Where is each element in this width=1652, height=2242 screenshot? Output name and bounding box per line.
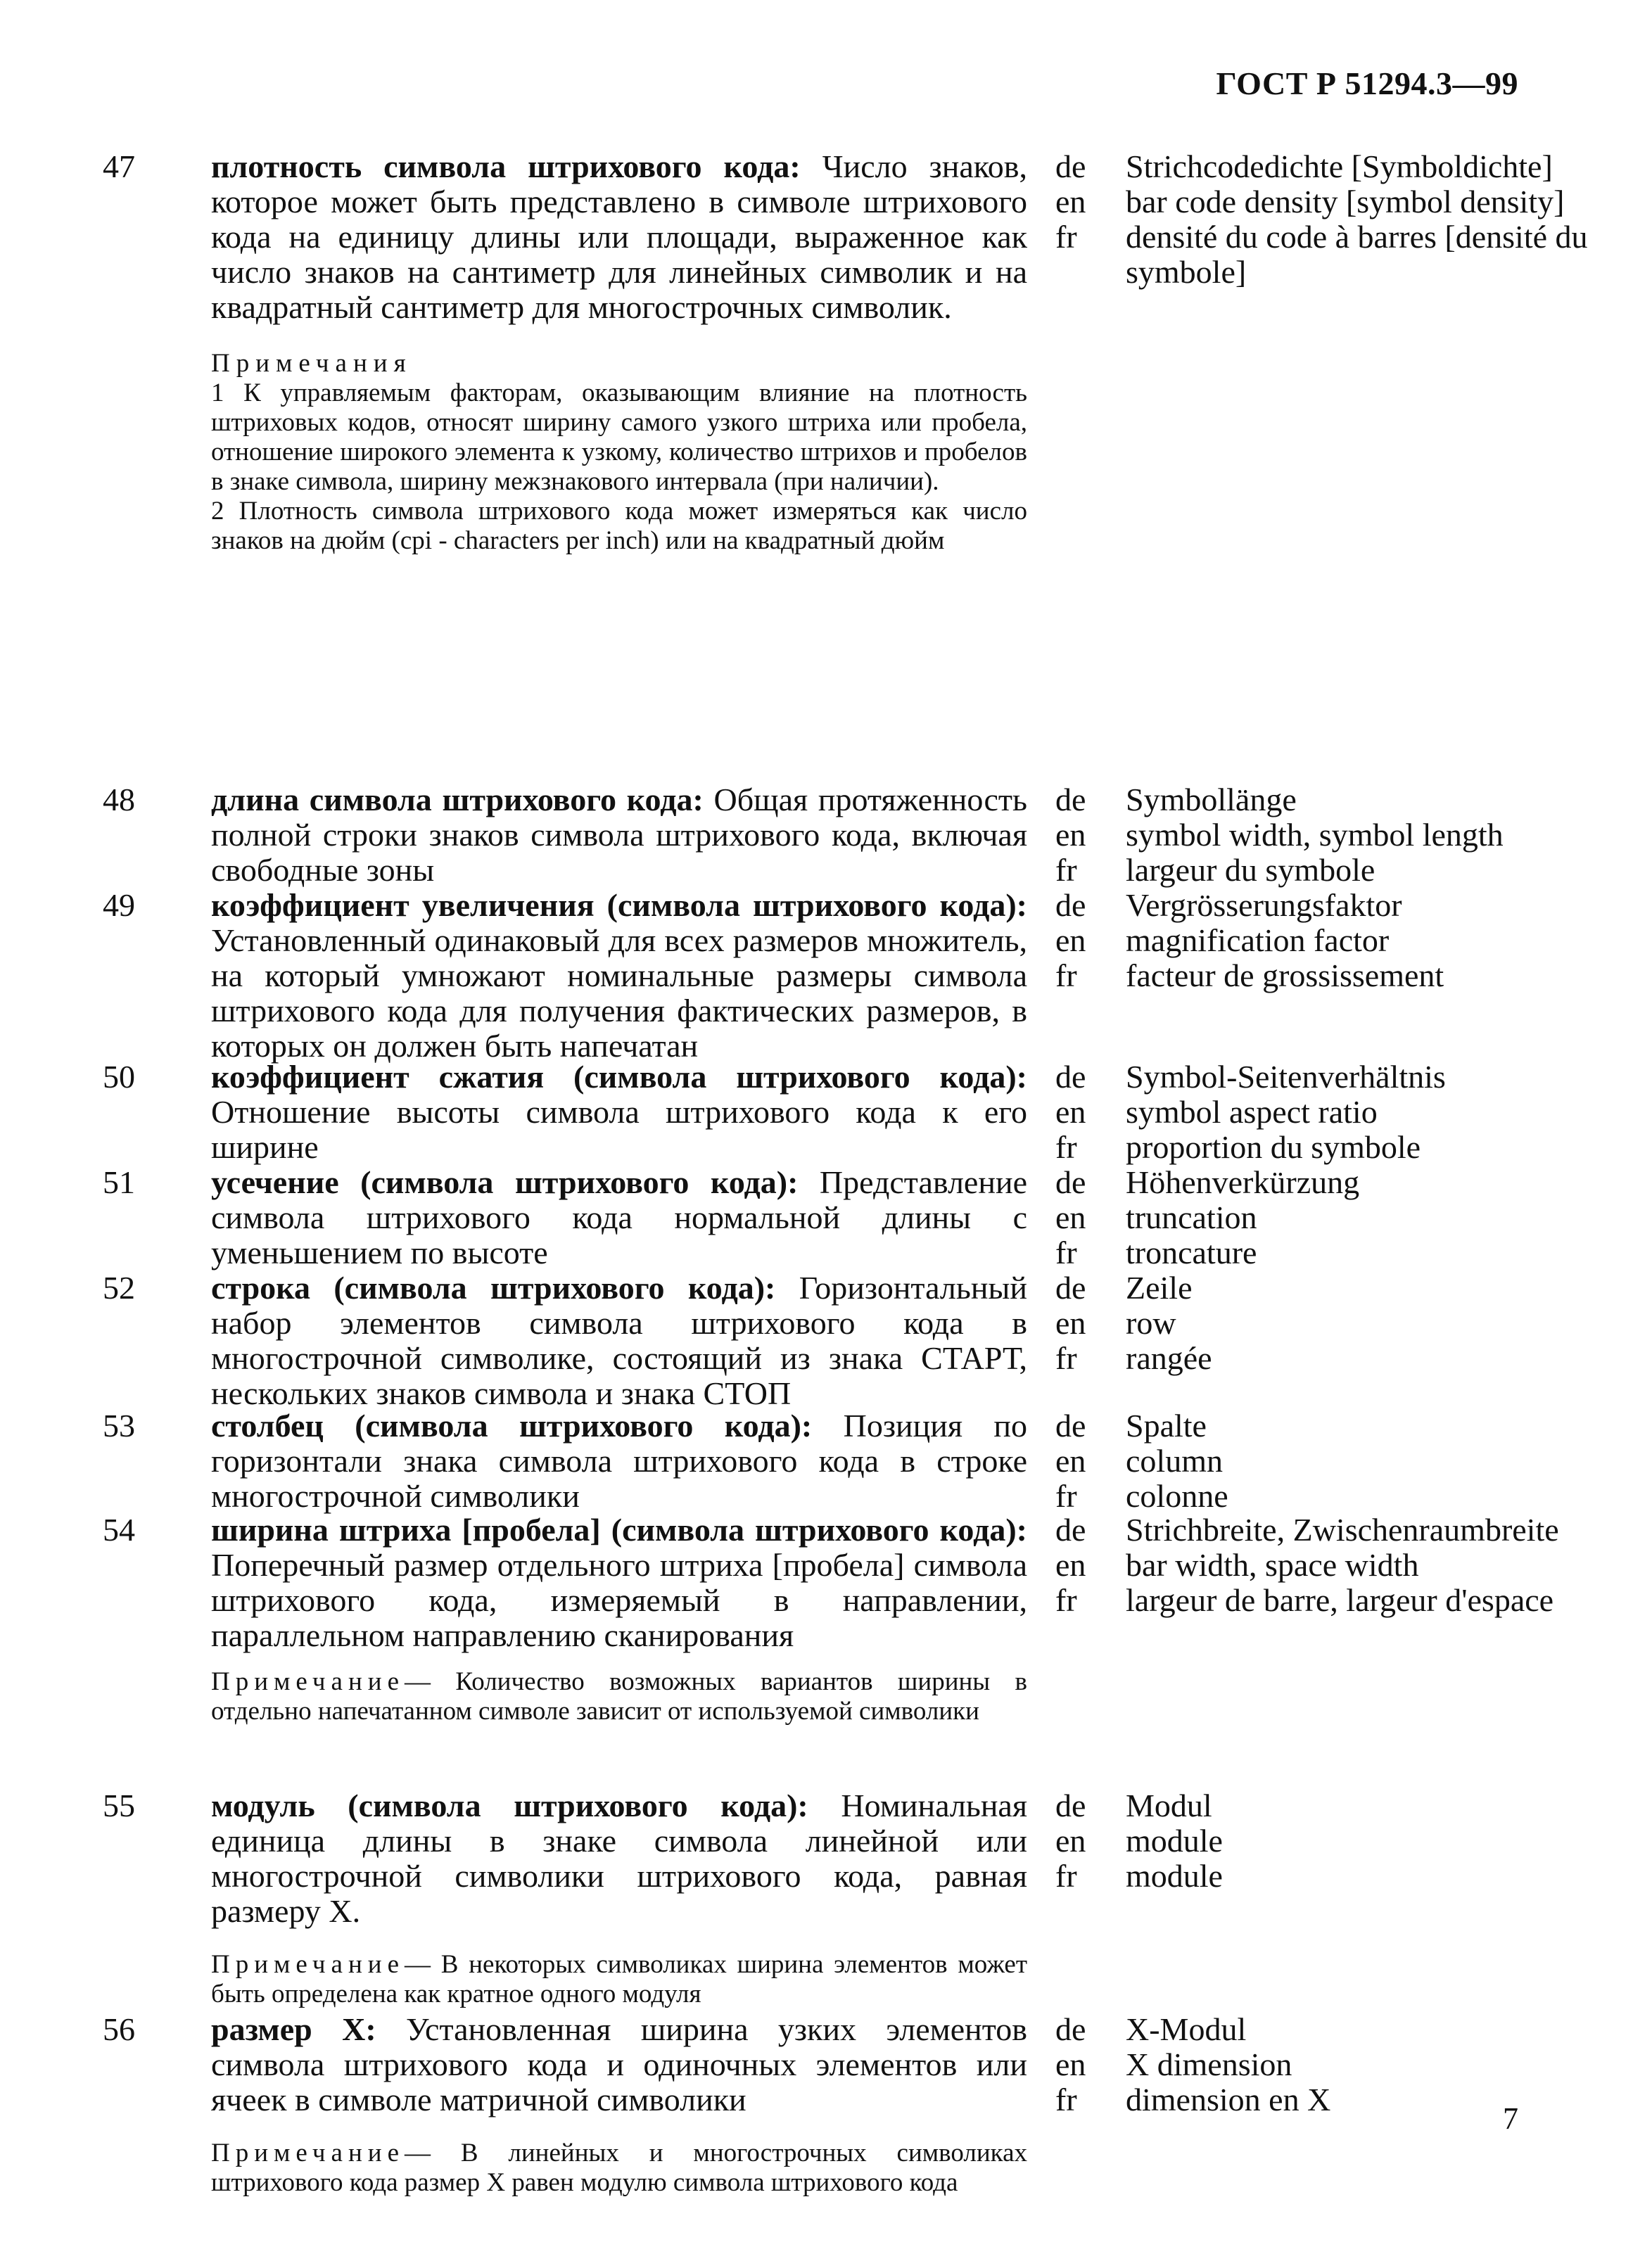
- term-entry-53: [0, 1408, 1652, 1512]
- entry-term: коэффициент сжатия (символа штрихового кода):: [211, 1059, 1027, 1095]
- lang-term: Spalte: [1126, 1408, 1207, 1444]
- note-heading: Примечание: [211, 1667, 405, 1696]
- lang-term: truncation: [1126, 1199, 1257, 1235]
- translation-row: [1055, 1512, 1590, 1548]
- translation-row: [1055, 1341, 1590, 1376]
- lang-term: column: [1126, 1443, 1223, 1479]
- lang-code: en: [1055, 1547, 1086, 1583]
- entry-definition-text: Установленная ширина узких элементов символа штрихового кода и одиночных элементов или ячеек в символе матричной символики: [211, 2011, 1027, 2117]
- entry-note: [211, 2139, 1027, 2198]
- lang-code: en: [1055, 1094, 1086, 1130]
- translations: [1055, 1408, 1590, 1514]
- translation-row: [1055, 219, 1590, 290]
- translations: [1055, 1059, 1590, 1165]
- term-entry-52: [0, 1270, 1652, 1411]
- lang-term: X dimension: [1126, 2046, 1292, 2082]
- entry-definition: [211, 149, 1027, 325]
- note-text: — В линейных и многострочных символиках штрихового кода размер X равен модулю символа штрихового кода: [211, 2139, 1027, 2197]
- lang-code: en: [1055, 1443, 1086, 1479]
- entry-definition: [211, 1788, 1027, 1929]
- translation-row: [1055, 1408, 1590, 1444]
- translations: [1055, 1788, 1590, 1894]
- translation-row: [1055, 853, 1590, 888]
- lang-term: Vergrösserungsfaktor: [1126, 887, 1402, 923]
- translation-row: [1055, 1823, 1590, 1859]
- translations: [1055, 1165, 1590, 1270]
- translations: [1055, 1270, 1590, 1376]
- lang-term: largeur de barre, largeur d'espace: [1126, 1582, 1554, 1618]
- entry-note: [211, 1950, 1027, 2009]
- translation-row: [1055, 1859, 1590, 1894]
- translation-row: [1055, 817, 1590, 853]
- lang-code: de: [1055, 1270, 1086, 1306]
- note-text: — В некоторых символиках ширина элементов может быть определена как кратное одного модуля: [211, 1950, 1027, 2008]
- lang-term: Symbol-Seitenverhältnis: [1126, 1059, 1446, 1095]
- lang-term: module: [1126, 1858, 1223, 1894]
- entry-definition: [211, 782, 1027, 888]
- lang-code: fr: [1055, 1235, 1077, 1270]
- lang-code: en: [1055, 184, 1086, 219]
- translation-row: [1055, 2047, 1590, 2082]
- lang-term: row: [1126, 1305, 1176, 1341]
- translation-row: [1055, 1165, 1590, 1200]
- translation-row: [1055, 1479, 1590, 1514]
- term-entry-56: [0, 2012, 1652, 2237]
- term-entry-49: [0, 887, 1652, 1064]
- entry-definition-text: Общая протяженность полной строки знаков символа штрихового кода, включая свободные зоны: [211, 782, 1027, 888]
- entry-definition-text: Поперечный размер отдельного штриха [пробела] символа штрихового кода, измеряемый в направлении, параллельном направлению сканирования: [211, 1547, 1027, 1653]
- lang-term: troncature: [1126, 1235, 1257, 1270]
- entry-number: 53: [103, 1408, 135, 1444]
- translations: [1055, 888, 1590, 993]
- note-heading: Примечание: [211, 1950, 405, 1979]
- lang-term: colonne: [1126, 1478, 1228, 1514]
- translation-row: [1055, 1200, 1590, 1235]
- entry-definition: [211, 1165, 1027, 1270]
- lang-code: de: [1055, 887, 1086, 923]
- entry-definition-text: Представление символа штрихового кода нормальной длины с уменьшением по высоте: [211, 1164, 1027, 1270]
- entry-definition: [211, 1059, 1027, 1165]
- lang-code: de: [1055, 1164, 1086, 1200]
- entry-number: 50: [103, 1059, 135, 1095]
- lang-term: Strichcodedichte [Symboldichte]: [1126, 148, 1553, 184]
- lang-code: fr: [1055, 1129, 1077, 1165]
- lang-term: X-Modul: [1126, 2011, 1247, 2047]
- lang-code: en: [1055, 1199, 1086, 1235]
- translation-row: [1055, 1583, 1590, 1618]
- lang-term: bar code density [symbol density]: [1126, 184, 1565, 219]
- translation-row: [1055, 782, 1590, 817]
- lang-code: fr: [1055, 219, 1077, 255]
- lang-term: symbol width, symbol length: [1126, 817, 1504, 853]
- lang-code: fr: [1055, 1478, 1077, 1514]
- note-heading: Примечание: [211, 2139, 405, 2167]
- translation-row: [1055, 1270, 1590, 1306]
- entry-term: плотность символа штрихового кода:: [211, 148, 801, 184]
- entry-term: длина символа штрихового кода:: [211, 782, 704, 817]
- translation-row: [1055, 149, 1590, 184]
- translation-row: [1055, 1444, 1590, 1479]
- entry-term: ширина штриха [пробела] (символа штрихового кода):: [211, 1512, 1027, 1548]
- entry-definition-text: Установленный одинаковый для всех размеров множитель, на который умножают номинальные размеры символа штрихового кода для получения фактических размеров, в которых он должен быть напечатан: [211, 922, 1027, 1064]
- translation-row: [1055, 1130, 1590, 1165]
- entry-number: 56: [103, 2011, 135, 2047]
- entry-definition-text: Горизонтальный набор элементов символа штрихового кода в многострочной символике, состоящий из знака СТАРТ, нескольких знаков символа и знака СТОП: [211, 1270, 1027, 1411]
- lang-term: facteur de grossissement: [1126, 957, 1444, 993]
- entry-term: модуль (символа штрихового кода):: [211, 1788, 808, 1823]
- lang-term: largeur du symbole: [1126, 852, 1375, 888]
- lang-code: de: [1055, 2011, 1086, 2047]
- lang-code: fr: [1055, 1582, 1077, 1618]
- lang-term: Zeile: [1126, 1270, 1193, 1306]
- entry-term: строка (символа штрихового кода):: [211, 1270, 776, 1306]
- lang-term: magnification factor: [1126, 922, 1390, 958]
- note-heading: Примечания: [211, 349, 412, 378]
- lang-term: Symbollänge: [1126, 782, 1297, 817]
- lang-term: symbol aspect ratio: [1126, 1094, 1378, 1130]
- translation-row: [1055, 1788, 1590, 1823]
- entry-number: 48: [103, 782, 135, 817]
- lang-code: fr: [1055, 852, 1077, 888]
- lang-term: proportion du symbole: [1126, 1129, 1421, 1165]
- lang-code: en: [1055, 817, 1086, 853]
- entry-number: 49: [103, 887, 135, 923]
- entry-definition-text: Число знаков, которое может быть представлено в символе штрихового кода на единицу длины или площади, выраженное как число знаков на сантиметр для линейных символик и на квадратный сантиметр для многострочных символик.: [211, 148, 1027, 325]
- document-header: ГОСТ Р 51294.3—99: [1216, 65, 1518, 101]
- translation-row: [1055, 2012, 1590, 2047]
- note-item: 2 Плотность символа штрихового кода может измеряться как число знаков на дюйм (cpi - characters per inch) или на квадратный дюйм: [211, 497, 1027, 555]
- lang-code: de: [1055, 1512, 1086, 1548]
- lang-code: en: [1055, 922, 1086, 958]
- lang-code: de: [1055, 1059, 1086, 1095]
- entry-definition-text: Позиция по горизонтали знака символа штрихового кода в строке многострочной символики: [211, 1408, 1028, 1514]
- term-entry-51: [0, 1165, 1652, 1270]
- lang-code: en: [1055, 2046, 1086, 2082]
- entry-term: усечение (символа штрихового кода):: [211, 1164, 799, 1200]
- translations: [1055, 1512, 1590, 1618]
- entry-definition-text: Номинальная единица длины в знаке символа линейной или многострочной символики штрихового кода, равная размеру X.: [211, 1788, 1028, 1929]
- entry-number: 47: [103, 148, 135, 184]
- lang-term: Modul: [1126, 1788, 1212, 1823]
- lang-code: fr: [1055, 957, 1077, 993]
- translation-row: [1055, 1306, 1590, 1341]
- lang-code: de: [1055, 1788, 1086, 1823]
- lang-code: en: [1055, 1823, 1086, 1859]
- entry-definition: [211, 888, 1027, 1064]
- note-text: — Количество возможных вариантов ширины в отдельно напечатанном символе зависит от используемой символики: [211, 1667, 1027, 1726]
- lang-term: Strichbreite, Zwischenraumbreite: [1126, 1512, 1559, 1548]
- entry-notes: [211, 349, 1027, 556]
- lang-term: bar width, space width: [1126, 1547, 1419, 1583]
- entry-term: размер X:: [211, 2011, 376, 2047]
- page-number: 7: [1503, 2101, 1518, 2136]
- translation-row: [1055, 1059, 1590, 1095]
- lang-code: de: [1055, 782, 1086, 817]
- translation-row: [1055, 1095, 1590, 1130]
- entry-term: столбец (символа штрихового кода):: [211, 1408, 813, 1444]
- translations: [1055, 149, 1590, 290]
- lang-code: fr: [1055, 1858, 1077, 1894]
- lang-term: rangée: [1126, 1340, 1212, 1376]
- term-entry-48: [0, 782, 1652, 888]
- lang-code: fr: [1055, 2082, 1077, 2117]
- translations: [1055, 782, 1590, 888]
- term-entries: [0, 149, 1652, 2237]
- entry-number: 51: [103, 1164, 135, 1200]
- lang-term: module: [1126, 1823, 1223, 1859]
- lang-term: densité du code à barres [densité du symbole]: [1126, 219, 1588, 290]
- translation-row: [1055, 184, 1590, 219]
- lang-code: de: [1055, 1408, 1086, 1444]
- entry-number: 55: [103, 1788, 135, 1823]
- entry-term: коэффициент увеличения (символа штрихового кода):: [211, 887, 1027, 923]
- term-entry-54: [0, 1512, 1652, 1788]
- entry-definition: [211, 1408, 1027, 1514]
- entry-definition: [211, 1512, 1027, 1653]
- lang-code: fr: [1055, 1340, 1077, 1376]
- lang-code: de: [1055, 148, 1086, 184]
- translation-row: [1055, 1548, 1590, 1583]
- translation-row: [1055, 888, 1590, 923]
- entry-number: 54: [103, 1512, 135, 1548]
- lang-term: dimension en X: [1126, 2082, 1331, 2117]
- entry-definition-text: Отношение высоты символа штрихового кода к его ширине: [211, 1094, 1027, 1165]
- lang-code: en: [1055, 1305, 1086, 1341]
- translation-row: [1055, 958, 1590, 993]
- translation-row: [1055, 923, 1590, 958]
- term-entry-55: [0, 1788, 1652, 2012]
- entry-note: [211, 1667, 1027, 1726]
- term-entry-50: [0, 1059, 1652, 1165]
- term-entry-47: [0, 149, 1652, 782]
- entry-definition: [211, 1270, 1027, 1411]
- note-item: 1 К управляемым факторам, оказывающим влияние на плотность штриховых кодов, относят ширину самого узкого штриха или пробела, отношение широкого элемента к узкому, количество штрихов и пробелов в знаке символа, ширину межзнакового интервала (при наличии).: [211, 378, 1027, 496]
- lang-term: Höhenverkürzung: [1126, 1164, 1360, 1200]
- entry-definition: [211, 2012, 1027, 2117]
- entry-number: 52: [103, 1270, 135, 1306]
- translation-row: [1055, 1235, 1590, 1270]
